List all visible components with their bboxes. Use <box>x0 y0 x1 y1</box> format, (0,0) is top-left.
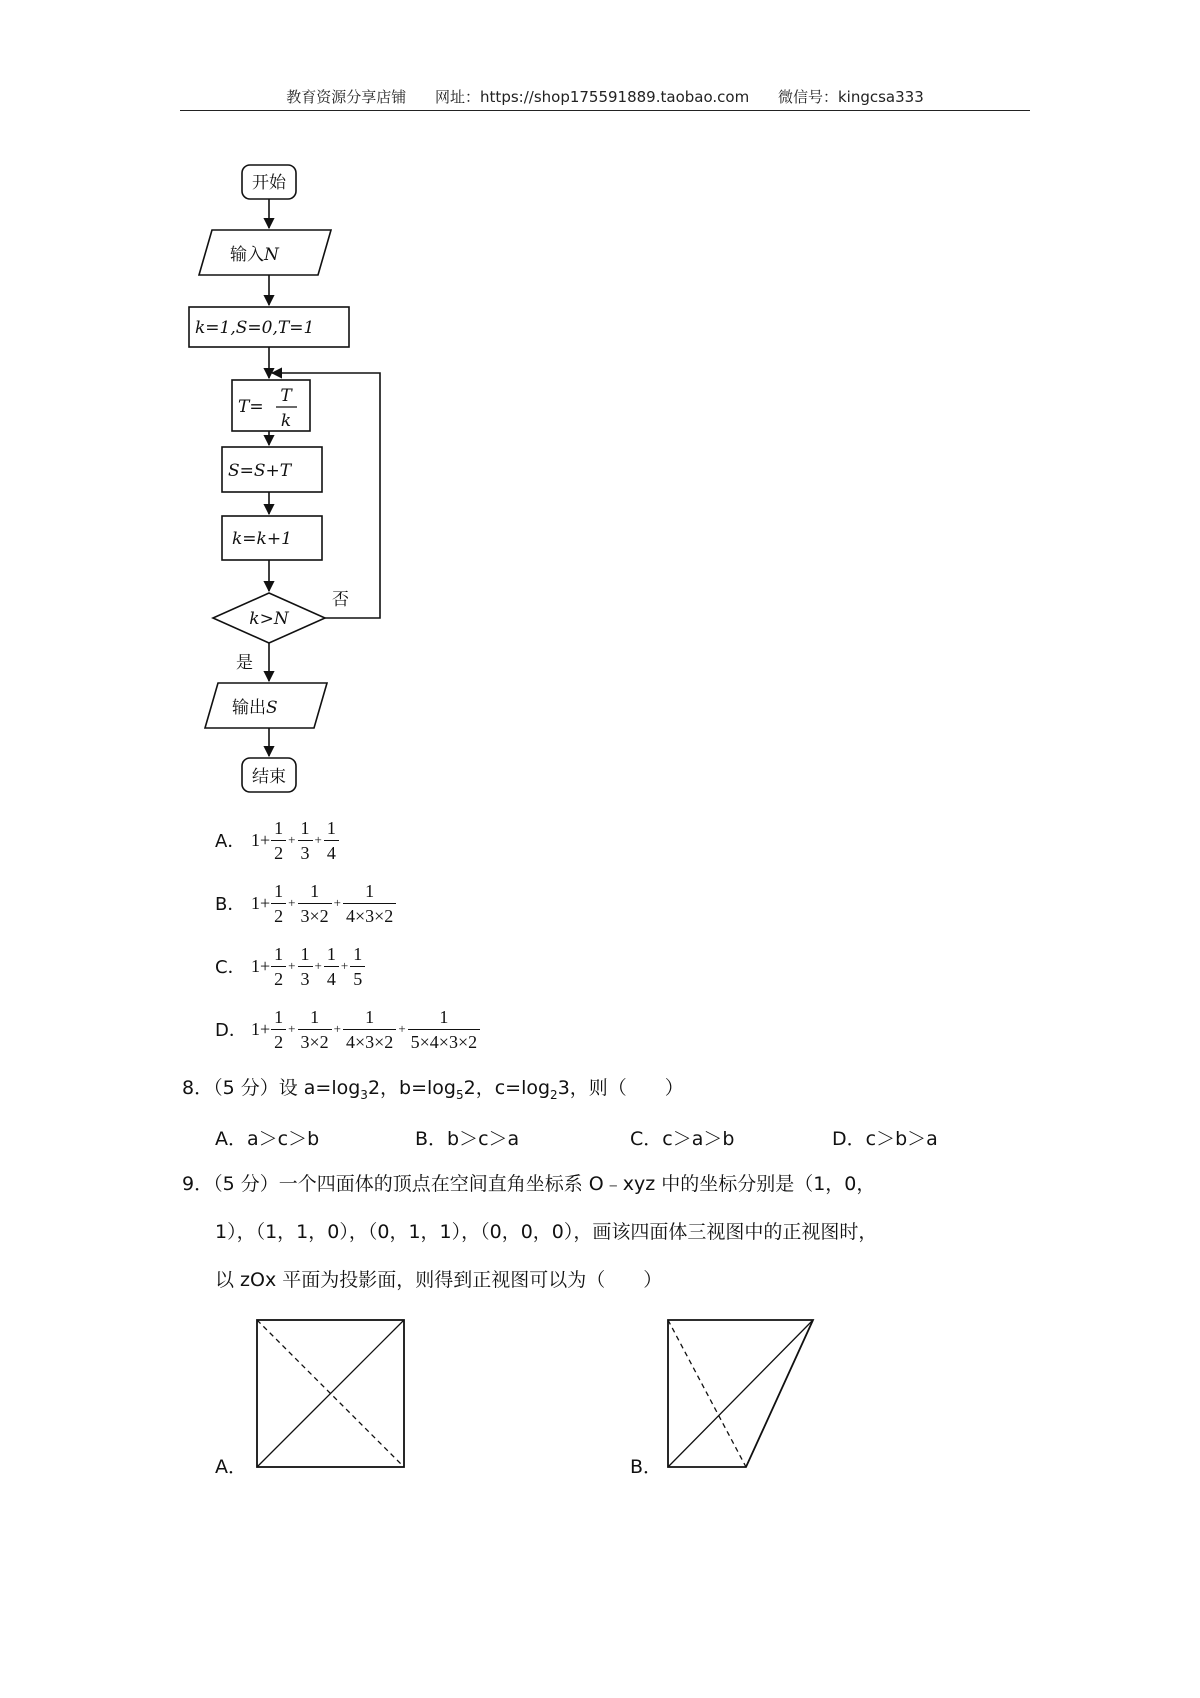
q8-option-b: B．b＞c＞a <box>415 1128 520 1150</box>
fraction: $\frac{1}{5\times 4\times 3\times 2}$ <box>408 1006 480 1053</box>
flow-loop-arrow <box>272 373 380 618</box>
fraction: $\frac{1}{4\times 3\times 2}$ <box>343 1006 396 1053</box>
lead-term: 1+ <box>251 829 271 850</box>
fraction: $\frac{1}{3\times 2}$ <box>298 880 332 927</box>
plus-sign: + <box>340 958 349 973</box>
option-label: C． <box>215 957 246 978</box>
q9-figure-b-label: B． <box>630 1456 663 1478</box>
q9-figure-a <box>255 1318 407 1470</box>
flow-assign-k-label: k=k+1 <box>232 529 292 549</box>
flow-init-label: k=1,S=0,T=1 <box>195 318 315 338</box>
option-expression <box>251 943 366 990</box>
lead-term: 1+ <box>251 955 271 976</box>
lead-term: 1+ <box>251 1018 271 1039</box>
fraction: $\frac{1}{2}$ <box>271 1006 286 1053</box>
plus-sign: + <box>333 1021 341 1036</box>
fraction: $\frac{1}{3\times 2}$ <box>298 1006 332 1053</box>
fraction: $\frac{1}{5}$ <box>350 943 365 990</box>
option-label: D． <box>215 1020 247 1041</box>
fraction: $\frac{1}{2}$ <box>271 880 286 927</box>
flow-start-label: 开始 <box>252 173 286 193</box>
q7-option-d <box>215 1006 481 1052</box>
flow-condition-label: k>N <box>249 609 289 629</box>
q7-option-b <box>215 880 397 926</box>
page-header <box>180 86 1030 107</box>
plus-sign: + <box>314 832 322 847</box>
q9-figure-b <box>666 1318 818 1470</box>
header-shop: 教育资源分享店铺 <box>286 88 407 106</box>
q7-option-a <box>215 817 340 863</box>
fraction: $\frac{1}{2}$ <box>271 817 286 864</box>
plus-sign: + <box>288 958 296 973</box>
plus-sign: + <box>333 895 341 910</box>
option-expression <box>251 817 340 864</box>
fraction: $\frac{1}{3}$ <box>298 817 313 864</box>
flow-yes-label: 是 <box>236 653 253 673</box>
flow-assign-t-den: k <box>280 411 292 431</box>
figure-b-solid-diagonal <box>668 1320 813 1467</box>
fraction: $\frac{1}{2}$ <box>271 943 286 990</box>
q8-option-c: C．c＞a＞b <box>630 1128 735 1150</box>
plus-sign: + <box>398 1021 406 1036</box>
q9-stem-line3: 以 zOx 平面为投影面，则得到正视图可以为（ ） <box>215 1269 663 1291</box>
fraction: $\frac{1}{3}$ <box>298 943 313 990</box>
flowchart <box>180 150 410 800</box>
header-wechat: 微信号：kingcsa333 <box>777 88 924 106</box>
flow-input-label: 输入N <box>230 245 279 265</box>
plus-sign: + <box>314 958 322 973</box>
q8-stem: 8．（5 分）设 $a=\log_32$，$b=\log_52$，$c=\log_23$，则（ ） <box>182 1077 684 1102</box>
option-expression <box>251 880 397 927</box>
q8-option-d: D．c＞b＞a <box>832 1128 938 1150</box>
flow-no-label: 否 <box>332 590 349 610</box>
flow-assign-t-num: T <box>280 386 292 406</box>
figure-b-dashed-diagonal <box>668 1320 746 1467</box>
flow-output-label: 输出S <box>232 698 278 718</box>
q9-figure-a-label: A． <box>215 1456 247 1478</box>
lead-term: 1+ <box>251 892 271 913</box>
fraction: $\frac{1}{4}$ <box>324 817 339 864</box>
q9-stem-line2: 1），（1，1，0），（0，1，1），（0，0，0），画该四面体三视图中的正视图时， <box>215 1221 878 1243</box>
plus-sign: + <box>288 895 296 910</box>
option-expression <box>251 1006 481 1053</box>
header-url: 网址：https://shop175591889.taobao.com <box>435 88 750 106</box>
q8-option-a: A．a＞c＞b <box>215 1128 320 1150</box>
flow-end-label: 结束 <box>252 767 286 787</box>
plus-sign: + <box>288 1021 296 1036</box>
flow-assign-t-lhs: T= <box>238 397 264 417</box>
plus-sign: + <box>288 832 296 847</box>
q7-option-c <box>215 943 366 989</box>
option-label: B． <box>215 894 246 915</box>
q9-stem-line1: 9．（5 分）一个四面体的顶点在空间直角坐标系 O﹣xyz 中的坐标分别是（1，0， <box>182 1173 876 1195</box>
flow-assign-s-label: S=S+T <box>228 461 292 481</box>
header-rule <box>180 110 1030 111</box>
option-label: A． <box>215 831 246 852</box>
fraction: $\frac{1}{4\times 3\times 2}$ <box>343 880 396 927</box>
fraction: $\frac{1}{4}$ <box>324 943 339 990</box>
